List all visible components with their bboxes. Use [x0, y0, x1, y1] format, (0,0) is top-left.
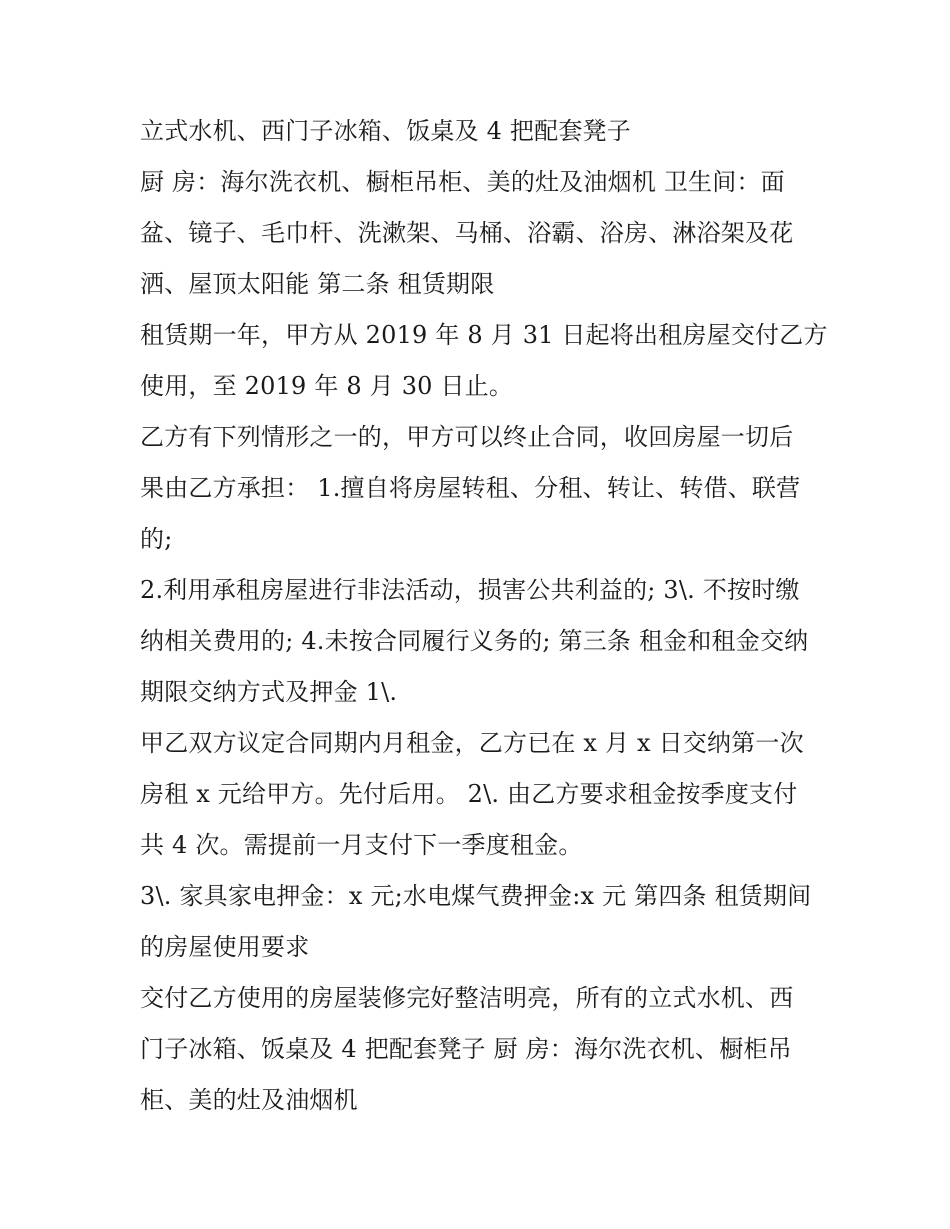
text-line: 2.利用承租房屋进行非法活动，损害公共利益的; 3\. 不按时缴 [140, 576, 800, 604]
text-line: 柜、美的灶及油烟机 [140, 1086, 358, 1114]
text-line: 洒、屋顶太阳能 第二条 租赁期限 [140, 270, 495, 298]
text-line: 3\. 家具家电押金：x 元;水电煤气费押金:x 元 第四条 租赁期间 [140, 882, 812, 910]
text-line: 果由乙方承担： 1.擅自将房屋转租、分租、转让、转借、联营 [140, 474, 801, 502]
text-line: 期限交纳方式及押金 1\. [140, 678, 398, 706]
text-line: 厨 房：海尔洗衣机、橱柜吊柜、美的灶及油烟机 卫生间：面 [140, 168, 785, 196]
text-line: 的; [140, 525, 173, 553]
text-line: 使用，至 2019 年 8 月 30 日止。 [140, 372, 514, 400]
document-body [140, 106, 828, 1126]
text-line: 房租 x 元给甲方。先付后用。 2\. 由乙方要求租金按季度支付 [140, 780, 798, 808]
text-line: 乙方有下列情形之一的，甲方可以终止合同，收回房屋一切后 [140, 423, 794, 451]
text-line: 共 4 次。需提前一月支付下一季度租金。 [140, 831, 583, 859]
text-line: 租赁期一年，甲方从 2019 年 8 月 31 日起将出租房屋交付乙方 [140, 321, 828, 349]
text-line: 立式水机、西门子冰箱、饭桌及 4 把配套凳子 [140, 117, 631, 145]
text-line: 的房屋使用要求 [140, 933, 310, 961]
text-line: 纳相关费用的; 4.未按合同履行义务的; 第三条 租金和租金交纳 [140, 627, 809, 655]
text-line: 交付乙方使用的房屋装修完好整洁明亮，所有的立式水机、西 [140, 984, 794, 1012]
text-line: 甲乙双方议定合同期内月租金，乙方已在 x 月 x 日交纳第一次 [140, 729, 804, 757]
text-line: 盆、镜子、毛巾杆、洗漱架、马桶、浴霸、浴房、淋浴架及花 [140, 219, 794, 247]
text-line: 门子冰箱、饭桌及 4 把配套凳子 厨 房：海尔洗衣机、橱柜吊 [140, 1035, 792, 1063]
